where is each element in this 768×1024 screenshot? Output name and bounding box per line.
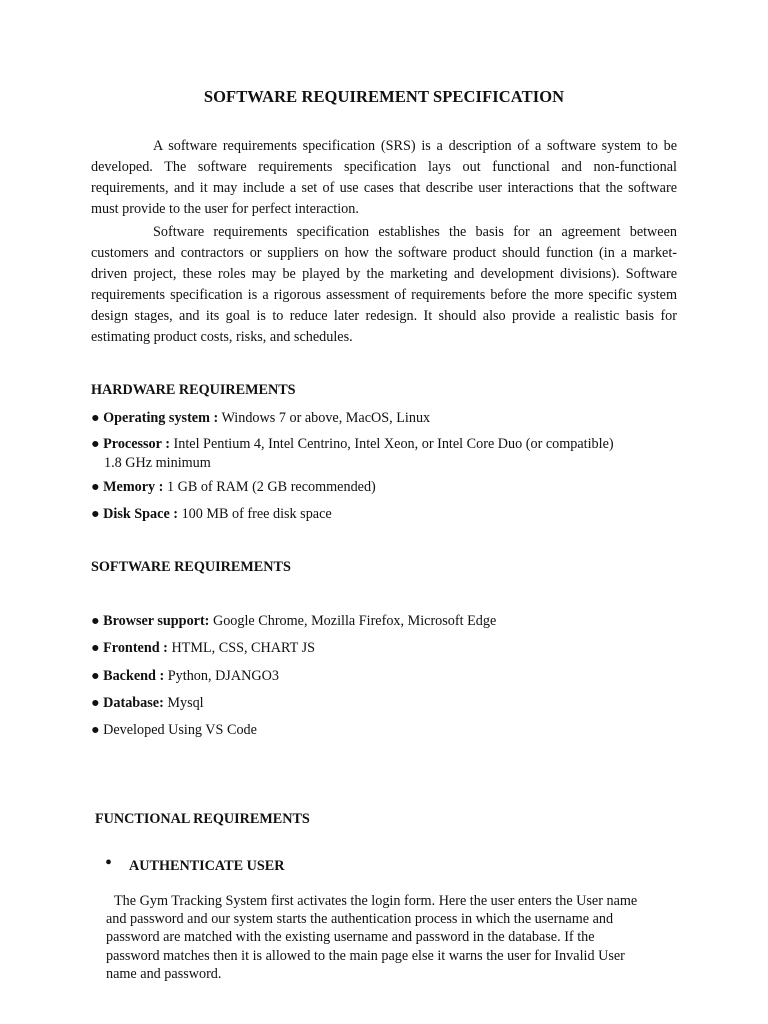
item-label: Browser support:	[103, 613, 210, 629]
bullet-icon: ●	[91, 668, 100, 684]
item-label: Disk Space :	[103, 506, 179, 522]
paragraph-line: password matches then it is allowed to the main page else it warns the user for Invalid User	[106, 947, 625, 964]
hardware-item-processor	[91, 435, 691, 473]
page-title: SOFTWARE REQUIREMENT SPECIFICATION	[203, 87, 565, 106]
authenticate-user-paragraph	[106, 892, 686, 983]
bullet-icon: ●	[91, 722, 100, 738]
software-item-editor	[91, 721, 691, 740]
item-label: Database:	[103, 695, 164, 711]
functional-heading: FUNCTIONAL REQUIREMENTS	[95, 811, 310, 827]
hardware-item-os	[91, 409, 691, 428]
item-value: Google Chrome, Mozilla Firefox, Microsoft Edge	[209, 613, 497, 629]
software-item-browser	[91, 612, 691, 631]
software-item-database	[91, 694, 691, 713]
intro-paragraph-2: Software requirements specification establishes the basis for an agreement between customers and contractors or suppliers on how the software product should function (in a market-driven project, these roles may be played by the marketing and development divisions). Software requirements specification is a rigorous assessment of requirements before the more specific system design stages, and its goal is to reduce later redesign. It should also provide a realistic basis for estimating product costs, risks, and schedules.	[91, 224, 677, 345]
bullet-icon: ●	[91, 479, 100, 495]
paragraph-line: name and password.	[106, 965, 222, 982]
item-label: Memory :	[103, 479, 164, 495]
item-value: Windows 7 or above, MacOS, Linux	[218, 410, 431, 426]
authenticate-user-heading: AUTHENTICATE USER	[129, 858, 285, 874]
item-label: Frontend :	[103, 640, 168, 656]
item-label: Backend :	[103, 668, 165, 684]
item-value: HTML, CSS, CHART JS	[167, 640, 315, 656]
item-value-continued: 1.8 GHz minimum	[104, 455, 211, 471]
item-value: Intel Pentium 4, Intel Centrino, Intel Xeon, or Intel Core Duo (or compatible)	[169, 436, 614, 452]
item-value: Mysql	[163, 695, 204, 711]
bullet-icon: ●	[91, 410, 100, 426]
paragraph-line: The Gym Tracking System first activates the login form. Here the user enters the User name	[114, 893, 638, 909]
hardware-item-memory	[91, 478, 691, 497]
software-heading: SOFTWARE REQUIREMENTS	[91, 559, 291, 575]
bullet-icon: ●	[91, 640, 100, 656]
item-value: 1 GB of RAM (2 GB recommended)	[163, 479, 376, 495]
bullet-icon: ●	[91, 613, 100, 629]
bullet-icon: ●	[91, 506, 100, 522]
paragraph-line: and password and our system starts the authentication process in which the username and	[106, 911, 614, 928]
item-value: Developed Using VS Code	[103, 722, 257, 738]
item-value: Python, DJANGO3	[164, 668, 279, 684]
bullet-icon: •	[105, 852, 113, 874]
software-item-frontend	[91, 639, 691, 658]
software-item-backend	[91, 667, 691, 686]
intro-paragraph-1: A software requirements specification (SRS) is a description of a software system to be developed. The software requirements specification lays out functional and non-functional requirements, and it may include a set of use cases that describe user interactions that the software must provide to the user for perfect interaction.	[91, 138, 677, 217]
hardware-heading: HARDWARE REQUIREMENTS	[91, 382, 296, 398]
bullet-icon: ●	[91, 436, 100, 452]
bullet-icon: ●	[91, 695, 100, 711]
item-label: Operating system :	[103, 410, 219, 426]
item-label: Processor :	[103, 436, 170, 452]
hardware-item-disk	[91, 505, 691, 524]
item-value: 100 MB of free disk space	[178, 506, 332, 522]
paragraph-line: password are matched with the existing username and password in the database. If the	[106, 929, 595, 946]
